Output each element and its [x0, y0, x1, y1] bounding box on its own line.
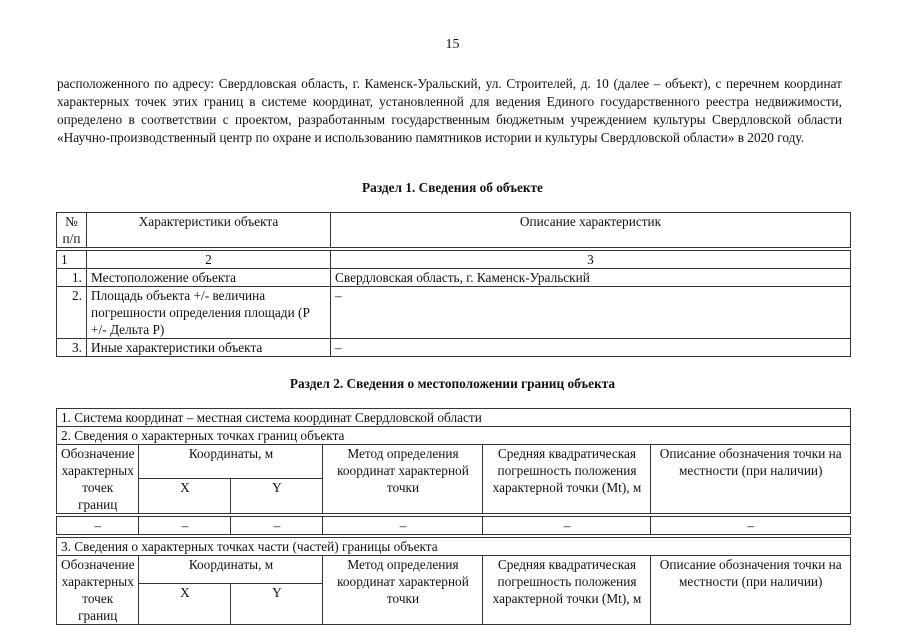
header-location: Описание обозначения точки на местности (при наличии)	[651, 445, 851, 514]
col-number: 2	[87, 251, 331, 269]
row-name: Площадь объекта +/- величина погрешности определения площади (Р +/- Дельта Р)	[87, 287, 331, 339]
row-num: 2.	[57, 287, 87, 339]
header-x: X	[139, 479, 231, 514]
page-number: 15	[445, 37, 460, 52]
subsection3-title: 3. Сведения о характерных точках части (частей) границы объекта	[57, 538, 851, 556]
header-y: Y	[231, 584, 323, 625]
header-num: № п/п	[57, 213, 87, 248]
header-x: X	[139, 584, 231, 625]
header-designation: Обозначение характерных точек границ	[57, 445, 139, 514]
row-value: Свердловская область, г. Каменск-Уральский	[331, 269, 851, 287]
row-num: 3.	[57, 339, 87, 357]
header-characteristics: Характеристики объекта	[87, 213, 331, 248]
header-coords: Координаты, м	[139, 445, 323, 479]
row-name: Иные характеристики объекта	[87, 339, 331, 357]
header-method: Метод определения координат характерной точки	[323, 556, 483, 625]
table-row	[57, 287, 851, 339]
dash-cell: –	[651, 517, 851, 535]
header-coords: Координаты, м	[139, 556, 323, 584]
header-error: Средняя квадратическая погрешность положения характерной точки (Mt), м	[483, 445, 651, 514]
col-number: 1	[57, 251, 87, 269]
header-designation: Обозначение характерных точек границ	[57, 556, 139, 625]
row-num: 1.	[57, 269, 87, 287]
boundary-points-table	[56, 408, 851, 625]
object-info-table	[56, 212, 851, 357]
table-header-row	[57, 213, 851, 248]
header-method: Метод определения координат характерной точки	[323, 445, 483, 514]
header-description: Описание характеристик	[331, 213, 851, 248]
dash-cell: –	[483, 517, 651, 535]
subsection2-title: 2. Сведения о характерных точках границ объекта	[57, 427, 851, 445]
dash-cell: –	[323, 517, 483, 535]
dash-cell: –	[139, 517, 231, 535]
table-row	[57, 517, 851, 535]
header-error: Средняя квадратическая погрешность положения характерной точки (Mt), м	[483, 556, 651, 625]
table-row	[57, 269, 851, 287]
table-row	[57, 339, 851, 357]
row-value: –	[331, 339, 851, 357]
coord-system-row: 1. Система координат – местная система координат Свердловской области	[57, 409, 851, 427]
column-number-row	[57, 251, 851, 269]
intro-paragraph: расположенного по адресу: Свердловская область, г. Каменск-Уральский, ул. Строителей, д. 10 (далее – объект), с перечнем координат характерных точек этих границ в системе координат, установленной для ведения Единого государственного реестра недвижимости, определено в соответствии с проектом, разработанным государственным бюджетным учреждением культуры Свердловской области «Научно-производственный центр по охране и использованию памятников истории и культуры Свердловской области» в 2020 году.	[57, 76, 842, 145]
dash-cell: –	[231, 517, 323, 535]
dash-cell: –	[57, 517, 139, 535]
header-y: Y	[231, 479, 323, 514]
section2-title: Раздел 2. Сведения о местоположении границ объекта	[289, 376, 616, 391]
row-value: –	[331, 287, 851, 339]
row-name: Местоположение объекта	[87, 269, 331, 287]
header-location: Описание обозначения точки на местности (при наличии)	[651, 556, 851, 625]
section1-title: Раздел 1. Сведения об объекте	[362, 180, 543, 195]
col-number: 3	[331, 251, 851, 269]
